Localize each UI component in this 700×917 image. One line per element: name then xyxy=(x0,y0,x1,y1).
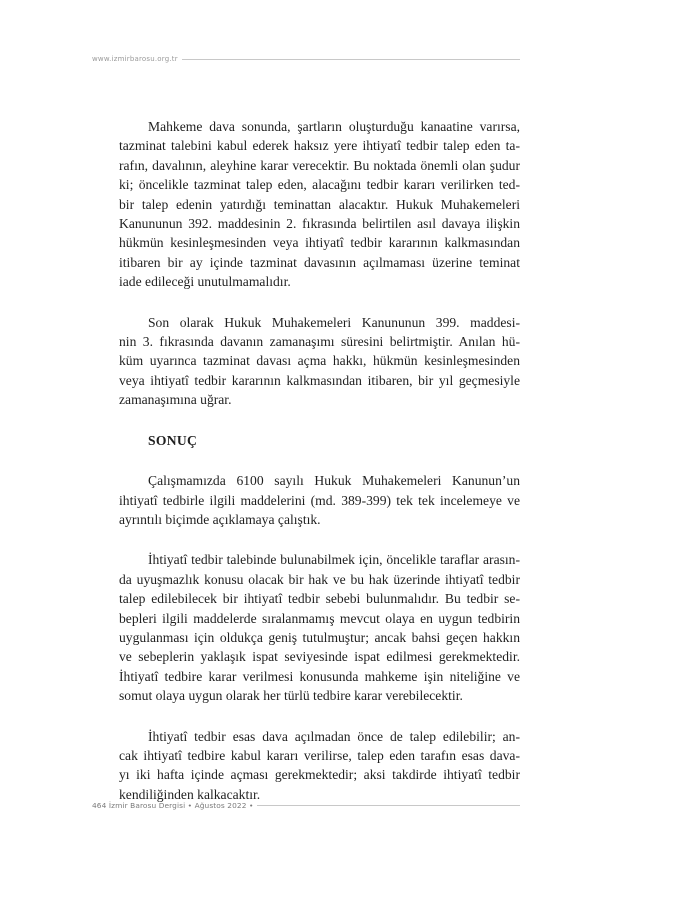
text-line: İhtiyatî tedbir talebinde bulunabilmek için, öncelikle taraflar arasın- xyxy=(148,552,520,568)
text-line: tazminat talebini kabul ederek haksız yere ihtiyatî tedbir talep eden ta- xyxy=(119,138,520,154)
text-line: ve sebeplerin yaklaşık ispat seviyesinde ispat edilmesi gerekmektedir. xyxy=(119,649,520,665)
text-line: ihtiyatî tedbirle ilgili maddelerini (md. 389-399) tek tek incelemeye ve xyxy=(119,492,520,508)
text-line: talep edilebilecek bir ihtiyatî tedbir sebebi bulunmalıdır. Bu tedbir se- xyxy=(119,591,520,607)
page-header xyxy=(92,52,520,66)
paragraph xyxy=(119,471,520,529)
text-line: itibaren bir ay içinde tazminat davasının açılmaması üzerine teminat xyxy=(119,254,520,270)
section-heading: SONUÇ xyxy=(148,432,198,448)
text-line: Son olarak Hukuk Muhakemeleri Kanununun 399. maddesi- xyxy=(148,314,520,330)
paragraph xyxy=(119,117,520,292)
text-line: cak ihtiyatî tedbire kabul kararı verilirse, talep eden tarafın esas dava- xyxy=(119,747,520,763)
text-line: rafın, davalının, aleyhine karar verecektir. Bu noktada önemli olan şudur xyxy=(119,157,520,173)
text-line: kendiliğinden kalkacaktır. xyxy=(119,786,261,802)
text-line: da uyuşmazlık konusu olacak bir hak ve bu hak üzerinde ihtiyatî tedbir xyxy=(119,571,520,587)
paragraph xyxy=(119,727,520,805)
page-footer xyxy=(92,798,520,812)
text-line: ayrıntılı biçimde açıklamaya çalıştık. xyxy=(119,511,321,527)
text-line: uygulanması için oldukça geniş tutulmuştur; ancak bahsi geçen hakkın xyxy=(119,629,520,645)
text-line: Kanununun 392. maddesinin 2. fıkrasında belirtilen asıl davaya ilişkin xyxy=(119,216,520,232)
text-line: zamanaşımına uğrar. xyxy=(119,392,232,408)
text-line: yı iki hafta içinde açması gerekmektedir; aksi takdirde ihtiyatî tedbir xyxy=(119,767,520,783)
text-line: İhtiyatî tedbir esas dava açılmadan önce de talep edilebilir; an- xyxy=(148,728,520,744)
text-line: hükmün kesinleşmesinden veya ihtiyatî tedbir kararının kalkmasından xyxy=(119,235,520,251)
body-text xyxy=(119,117,520,804)
footer-rule xyxy=(257,805,520,806)
text-line: bir talep edenin yatırdığı teminattan alacaktır. Hukuk Muhakemeleri xyxy=(119,196,520,212)
paragraph xyxy=(119,550,520,705)
footer-text: 464 İzmir Barosu Dergisi • Ağustos 2022 • xyxy=(92,800,254,810)
text-line: Mahkeme dava sonunda, şartların oluşturduğu kanaatine varırsa, xyxy=(148,119,520,134)
paragraph xyxy=(119,313,520,410)
header-url: www.izmirbarosu.org.tr xyxy=(92,55,178,63)
text-line: İhtiyatî tedbire karar verilmesi konusunda mahkeme işin niteliğine ve xyxy=(119,668,520,684)
text-line: bepleri ilgili maddelerde sıralanmamış mevcut olaya en uygun tedbirin xyxy=(119,610,520,626)
text-line: somut olaya uygun olarak her türlü tedbire karar verebilecektir. xyxy=(119,688,463,704)
text-line: küm uyarınca tazminat davası açma hakkı, hükmün kesinleşmesinden xyxy=(119,353,520,369)
text-line: Çalışmamızda 6100 sayılı Hukuk Muhakemeleri Kanunun’un xyxy=(148,473,520,489)
text-line: ki; öncelikle tazminat talep eden, alacağını tedbir kararı verilirken ted- xyxy=(119,177,520,193)
text-line: iade edileceği unutulmamalıdır. xyxy=(119,274,291,290)
text-line: nin 3. fıkrasında davanın zamanaşımı süresini belirtmiştir. Anılan hü- xyxy=(119,334,520,350)
header-rule xyxy=(182,59,520,60)
text-line: veya ihtiyatî tedbir kararının kalkmasından itibaren, bir yıl geçmesiyle xyxy=(119,372,520,388)
